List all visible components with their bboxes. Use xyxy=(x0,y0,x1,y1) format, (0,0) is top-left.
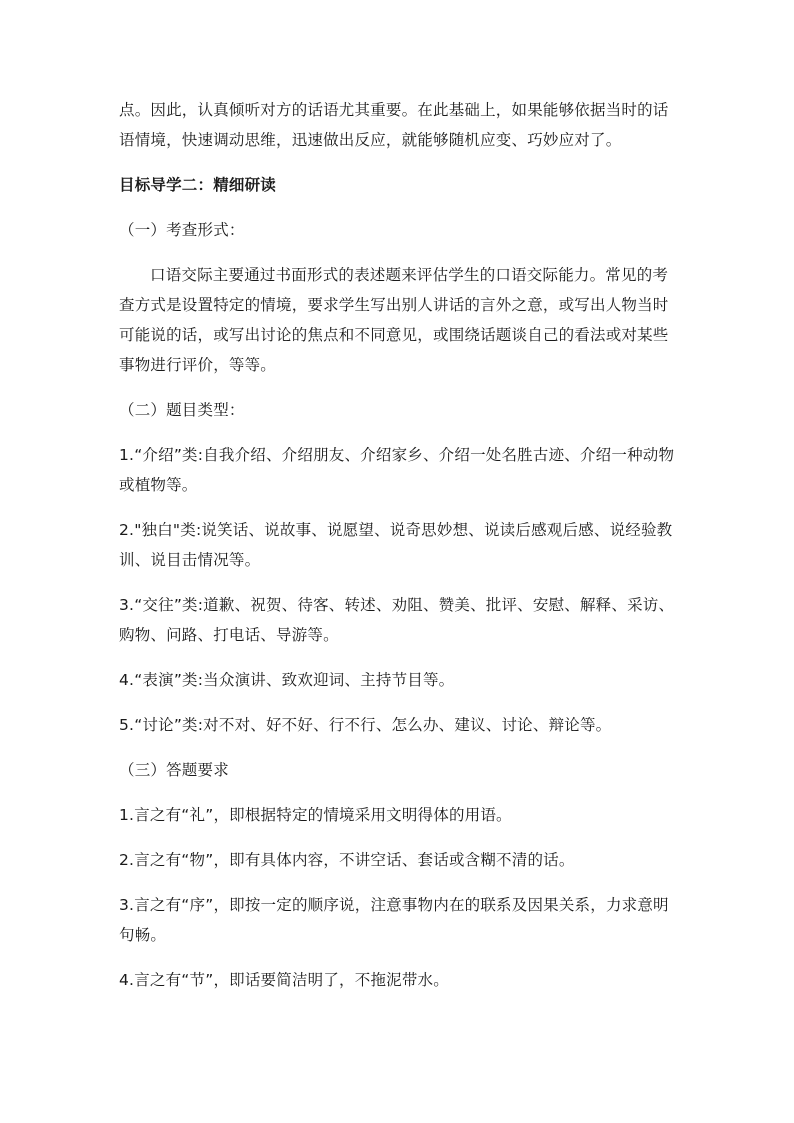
question-type-item: 4.“表演”类:当众演讲、致欢迎词、主持节目等。 xyxy=(119,671,455,689)
intro-continuation-paragraph: 点。因此，认真倾听对方的话语尤其重要。在此基础上，如果能够依据当时的话 语情境，快速调动思维，迅速做出反应，就能够随机应变、巧妙应对了。 xyxy=(119,101,669,149)
question-type-item: 2."独白"类:说笑话、说故事、说愿望、说奇思妙想、说读后感观后感、说经验教 训、说目击情况等。 xyxy=(119,521,673,569)
answer-requirement-item: 3.言之有“序”，即按一定的顺序说，注意事物内在的联系及因果关系，力求意明 句畅。 xyxy=(119,896,669,944)
answer-requirement-item: 2.言之有“物”，即有具体内容，不讲空话、套话或含糊不清的话。 xyxy=(119,851,575,869)
document-page xyxy=(119,95,679,1010)
section-heading: 目标导学二：精细研读 xyxy=(119,176,277,194)
answer-requirement-item: 1.言之有“礼”，即根据特定的情境采用文明得体的用语。 xyxy=(119,806,512,824)
subheading-exam-form: （一）考查形式： xyxy=(119,221,245,239)
question-type-item: 3.“交往”类:道歉、祝贺、待客、转述、劝阻、赞美、批评、安慰、解释、采访、 购物、问路、打电话、导游等。 xyxy=(119,596,675,644)
exam-form-paragraph: 口语交际主要通过书面形式的表述题来评估学生的口语交际能力。常见的考 查方式是设置特定的情境，要求学生写出别人讲话的言外之意，或写出人物当时 可能说的话，或写出讨论的焦点和不同意见，或围绕话题谈自己的看法或对某些 事物进行评价，等等。 xyxy=(119,266,669,374)
question-type-item: 5.“讨论”类:对不对、好不好、行不行、怎么办、建议、讨论、辩论等。 xyxy=(119,716,612,734)
answer-requirement-item: 4.言之有“节”，即话要简洁明了，不拖泥带水。 xyxy=(119,971,449,989)
subheading-answer-requirements: （三）答题要求 xyxy=(119,761,229,779)
question-type-item: 1.“介绍”类:自我介绍、介绍朋友、介绍家乡、介绍一处名胜古迹、介绍一种动物 或植物等。 xyxy=(119,446,675,494)
subheading-question-types: （二）题目类型： xyxy=(119,401,245,419)
